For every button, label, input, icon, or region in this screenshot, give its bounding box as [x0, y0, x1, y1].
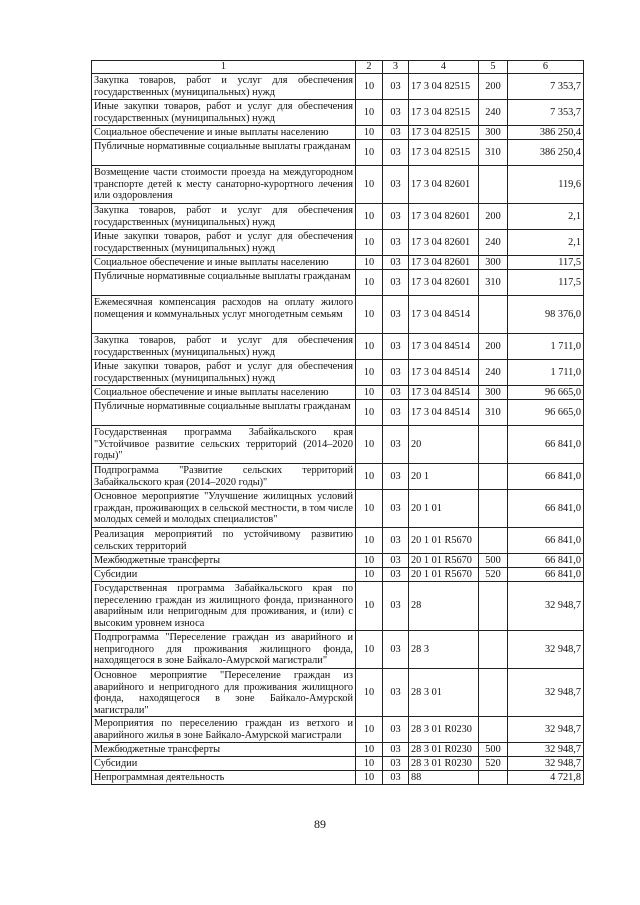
expense-type-cell — [479, 166, 508, 204]
amount-cell: 32 948,7 — [508, 743, 584, 757]
description-cell: Публичные нормативные социальные выплаты гражданам — [92, 140, 356, 166]
expense-type-cell: 200 — [479, 334, 508, 360]
table-row — [92, 230, 584, 256]
subsection-cell: 03 — [383, 334, 409, 360]
subsection-cell: 03 — [383, 669, 409, 717]
description-cell: Публичные нормативные социальные выплаты гражданам — [92, 270, 356, 296]
table-row — [92, 140, 584, 166]
expense-type-cell — [479, 582, 508, 631]
target-article-cell: 20 1 01 R5670 — [409, 554, 479, 568]
section-cell: 10 — [356, 771, 383, 785]
target-article-cell: 20 1 — [409, 464, 479, 490]
table-row — [92, 582, 584, 631]
section-cell: 10 — [356, 400, 383, 426]
expense-type-cell: 300 — [479, 386, 508, 400]
table-row — [92, 100, 584, 126]
amount-cell: 66 841,0 — [508, 464, 584, 490]
description-cell: Иные закупки товаров, работ и услуг для обеспечения государственных (муниципальных) нужд — [92, 100, 356, 126]
amount-cell: 96 665,0 — [508, 400, 584, 426]
target-article-cell: 17 3 04 82601 — [409, 256, 479, 270]
target-article-cell: 17 3 04 82515 — [409, 126, 479, 140]
subsection-cell: 03 — [383, 757, 409, 771]
description-cell: Социальное обеспечение и иные выплаты населению — [92, 386, 356, 400]
amount-cell: 7 353,7 — [508, 100, 584, 126]
target-article-cell: 20 1 01 — [409, 490, 479, 528]
expense-type-cell: 240 — [479, 360, 508, 386]
section-cell: 10 — [356, 360, 383, 386]
table-row — [92, 400, 584, 426]
amount-cell: 32 948,7 — [508, 669, 584, 717]
subsection-cell: 03 — [383, 256, 409, 270]
section-cell: 10 — [356, 230, 383, 256]
target-article-cell: 28 — [409, 582, 479, 631]
expense-type-cell: 240 — [479, 230, 508, 256]
subsection-cell: 03 — [383, 296, 409, 334]
section-cell: 10 — [356, 757, 383, 771]
amount-cell: 2,1 — [508, 204, 584, 230]
table-row — [92, 743, 584, 757]
section-cell: 10 — [356, 140, 383, 166]
section-cell: 10 — [356, 582, 383, 631]
expense-type-cell: 300 — [479, 126, 508, 140]
target-article-cell: 20 — [409, 426, 479, 464]
table-header-row — [92, 61, 584, 74]
amount-cell: 66 841,0 — [508, 528, 584, 554]
description-cell: Межбюджетные трансферты — [92, 743, 356, 757]
description-cell: Субсидии — [92, 568, 356, 582]
amount-cell: 7 353,7 — [508, 74, 584, 100]
description-cell: Мероприятия по переселению граждан из ветхого и аварийного жилья в зоне Байкало-Амурской магистрали — [92, 717, 356, 743]
header-cell: 4 — [409, 61, 479, 74]
table-row — [92, 426, 584, 464]
section-cell: 10 — [356, 334, 383, 360]
table-row — [92, 166, 584, 204]
table-row — [92, 631, 584, 669]
expense-type-cell: 520 — [479, 568, 508, 582]
description-cell: Подпрограмма "Переселение граждан из аварийного и непригодного для проживания жилищного фонда, находящегося в зоне Байкало-Амурской магистрали" — [92, 631, 356, 669]
table-row — [92, 717, 584, 743]
table-row — [92, 360, 584, 386]
amount-cell: 386 250,4 — [508, 126, 584, 140]
subsection-cell: 03 — [383, 126, 409, 140]
amount-cell: 66 841,0 — [508, 568, 584, 582]
amount-cell: 2,1 — [508, 230, 584, 256]
table-row — [92, 669, 584, 717]
table-row — [92, 554, 584, 568]
expense-type-cell — [479, 464, 508, 490]
target-article-cell: 17 3 04 82515 — [409, 100, 479, 126]
subsection-cell: 03 — [383, 743, 409, 757]
amount-cell: 386 250,4 — [508, 140, 584, 166]
section-cell: 10 — [356, 669, 383, 717]
target-article-cell: 17 3 04 82515 — [409, 74, 479, 100]
expense-type-cell — [479, 771, 508, 785]
amount-cell: 32 948,7 — [508, 631, 584, 669]
amount-cell: 4 721,8 — [508, 771, 584, 785]
description-cell: Субсидии — [92, 757, 356, 771]
section-cell: 10 — [356, 528, 383, 554]
amount-cell: 32 948,7 — [508, 757, 584, 771]
expense-type-cell: 240 — [479, 100, 508, 126]
expense-type-cell: 310 — [479, 400, 508, 426]
table-row — [92, 490, 584, 528]
amount-cell: 66 841,0 — [508, 426, 584, 464]
section-cell: 10 — [356, 490, 383, 528]
target-article-cell: 28 3 01 R0230 — [409, 717, 479, 743]
expense-type-cell: 310 — [479, 270, 508, 296]
target-article-cell: 17 3 04 82601 — [409, 204, 479, 230]
section-cell: 10 — [356, 464, 383, 490]
subsection-cell: 03 — [383, 386, 409, 400]
section-cell: 10 — [356, 743, 383, 757]
description-cell: Возмещение части стоимости проезда на междугородном транспорте детей к месту санаторно-курортного лечения или оздоровления — [92, 166, 356, 204]
section-cell: 10 — [356, 166, 383, 204]
section-cell: 10 — [356, 554, 383, 568]
section-cell: 10 — [356, 568, 383, 582]
section-cell: 10 — [356, 296, 383, 334]
target-article-cell: 17 3 04 84514 — [409, 334, 479, 360]
subsection-cell: 03 — [383, 528, 409, 554]
page-number: 89 — [314, 817, 326, 831]
amount-cell: 1 711,0 — [508, 334, 584, 360]
section-cell: 10 — [356, 74, 383, 100]
target-article-cell: 28 3 01 — [409, 669, 479, 717]
amount-cell: 119,6 — [508, 166, 584, 204]
expense-type-cell — [479, 528, 508, 554]
target-article-cell: 28 3 — [409, 631, 479, 669]
expense-type-cell — [479, 426, 508, 464]
subsection-cell: 03 — [383, 554, 409, 568]
amount-cell: 117,5 — [508, 270, 584, 296]
header-cell: 3 — [383, 61, 409, 74]
target-article-cell: 20 1 01 R5670 — [409, 568, 479, 582]
amount-cell: 32 948,7 — [508, 717, 584, 743]
target-article-cell: 20 1 01 R5670 — [409, 528, 479, 554]
description-cell: Основное мероприятие "Улучшение жилищных условий граждан, проживающих в сельской местности, в том числе молодых семей и молодых специалистов" — [92, 490, 356, 528]
target-article-cell: 17 3 04 82601 — [409, 270, 479, 296]
subsection-cell: 03 — [383, 582, 409, 631]
header-cell: 1 — [92, 61, 356, 74]
expense-type-cell: 500 — [479, 554, 508, 568]
table-row — [92, 334, 584, 360]
amount-cell: 96 665,0 — [508, 386, 584, 400]
description-cell: Реализация мероприятий по устойчивому развитию сельских территорий — [92, 528, 356, 554]
subsection-cell: 03 — [383, 464, 409, 490]
subsection-cell: 03 — [383, 490, 409, 528]
description-cell: Государственная программа Забайкальского края "Устойчивое развитие сельских территорий (2014–2020 годы)" — [92, 426, 356, 464]
target-article-cell: 17 3 04 82601 — [409, 166, 479, 204]
budget-table — [91, 60, 584, 785]
header-cell: 6 — [508, 61, 584, 74]
amount-cell: 66 841,0 — [508, 554, 584, 568]
expense-type-cell: 300 — [479, 256, 508, 270]
subsection-cell: 03 — [383, 771, 409, 785]
target-article-cell: 28 3 01 R0230 — [409, 757, 479, 771]
header-cell: 5 — [479, 61, 508, 74]
subsection-cell: 03 — [383, 100, 409, 126]
subsection-cell: 03 — [383, 166, 409, 204]
table-row — [92, 771, 584, 785]
target-article-cell: 17 3 04 84514 — [409, 400, 479, 426]
description-cell: Закупка товаров, работ и услуг для обеспечения государственных (муниципальных) нужд — [92, 74, 356, 100]
budget-table-body — [92, 61, 584, 785]
table-row — [92, 464, 584, 490]
target-article-cell: 17 3 04 82515 — [409, 140, 479, 166]
table-row — [92, 74, 584, 100]
table-row — [92, 270, 584, 296]
subsection-cell: 03 — [383, 717, 409, 743]
section-cell: 10 — [356, 100, 383, 126]
expense-type-cell — [479, 296, 508, 334]
section-cell: 10 — [356, 256, 383, 270]
amount-cell: 32 948,7 — [508, 582, 584, 631]
description-cell: Непрограммная деятельность — [92, 771, 356, 785]
table-row — [92, 757, 584, 771]
expense-type-cell — [479, 490, 508, 528]
section-cell: 10 — [356, 270, 383, 296]
table-row — [92, 386, 584, 400]
expense-type-cell: 310 — [479, 140, 508, 166]
expense-type-cell — [479, 669, 508, 717]
description-cell: Основное мероприятие "Переселение граждан из аварийного и непригодного для проживания жилищного фонда, находящегося в зоне Байкало-Амурской магистрали" — [92, 669, 356, 717]
description-cell: Ежемесячная компенсация расходов на оплату жилого помещения и коммунальных услуг многодетным семьям — [92, 296, 356, 334]
table-row — [92, 528, 584, 554]
table-row — [92, 296, 584, 334]
description-cell: Закупка товаров, работ и услуг для обеспечения государственных (муниципальных) нужд — [92, 204, 356, 230]
amount-cell: 117,5 — [508, 256, 584, 270]
description-cell: Социальное обеспечение и иные выплаты населению — [92, 256, 356, 270]
subsection-cell: 03 — [383, 568, 409, 582]
description-cell: Подпрограмма "Развитие сельских территорий Забайкальского края (2014–2020 годы)" — [92, 464, 356, 490]
description-cell: Иные закупки товаров, работ и услуг для обеспечения государственных (муниципальных) нужд — [92, 230, 356, 256]
subsection-cell: 03 — [383, 140, 409, 166]
expense-type-cell: 200 — [479, 204, 508, 230]
expense-type-cell: 500 — [479, 743, 508, 757]
expense-type-cell: 520 — [479, 757, 508, 771]
subsection-cell: 03 — [383, 360, 409, 386]
section-cell: 10 — [356, 426, 383, 464]
section-cell: 10 — [356, 386, 383, 400]
section-cell: 10 — [356, 631, 383, 669]
subsection-cell: 03 — [383, 426, 409, 464]
target-article-cell: 17 3 04 84514 — [409, 386, 479, 400]
header-cell: 2 — [356, 61, 383, 74]
section-cell: 10 — [356, 204, 383, 230]
description-cell: Закупка товаров, работ и услуг для обеспечения государственных (муниципальных) нужд — [92, 334, 356, 360]
table-row — [92, 568, 584, 582]
description-cell: Государственная программа Забайкальского края по переселению граждан из жилищного фонда, признанного аварийным или непригодным для проживания, и (или) с высоким уровнем износа — [92, 582, 356, 631]
table-row — [92, 126, 584, 140]
description-cell: Иные закупки товаров, работ и услуг для обеспечения государственных (муниципальных) нужд — [92, 360, 356, 386]
subsection-cell: 03 — [383, 74, 409, 100]
subsection-cell: 03 — [383, 631, 409, 669]
subsection-cell: 03 — [383, 270, 409, 296]
table-row — [92, 204, 584, 230]
subsection-cell: 03 — [383, 400, 409, 426]
amount-cell: 98 376,0 — [508, 296, 584, 334]
target-article-cell: 17 3 04 84514 — [409, 296, 479, 334]
target-article-cell: 28 3 01 R0230 — [409, 743, 479, 757]
target-article-cell: 17 3 04 82601 — [409, 230, 479, 256]
expense-type-cell — [479, 717, 508, 743]
subsection-cell: 03 — [383, 204, 409, 230]
amount-cell: 66 841,0 — [508, 490, 584, 528]
expense-type-cell: 200 — [479, 74, 508, 100]
expense-type-cell — [479, 631, 508, 669]
target-article-cell: 17 3 04 84514 — [409, 360, 479, 386]
table-row — [92, 256, 584, 270]
description-cell: Социальное обеспечение и иные выплаты населению — [92, 126, 356, 140]
section-cell: 10 — [356, 126, 383, 140]
description-cell: Межбюджетные трансферты — [92, 554, 356, 568]
target-article-cell: 88 — [409, 771, 479, 785]
amount-cell: 1 711,0 — [508, 360, 584, 386]
description-cell: Публичные нормативные социальные выплаты гражданам — [92, 400, 356, 426]
subsection-cell: 03 — [383, 230, 409, 256]
section-cell: 10 — [356, 717, 383, 743]
